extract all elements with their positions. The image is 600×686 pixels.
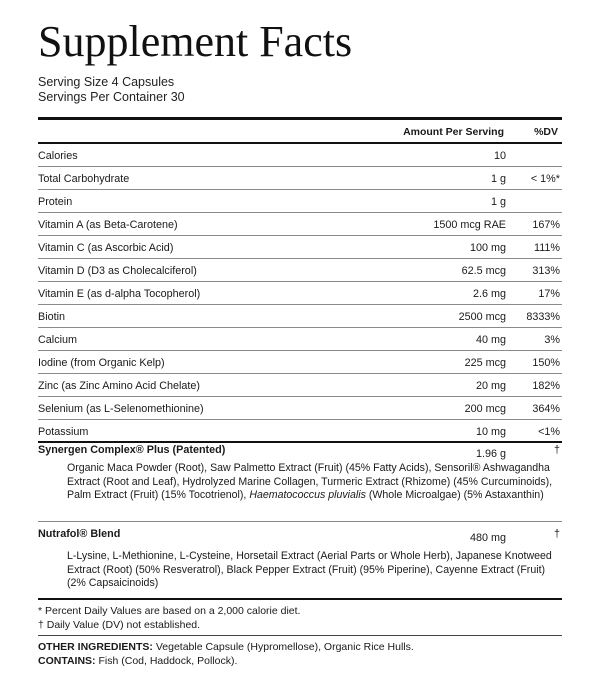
table-bottom-rule — [38, 441, 562, 443]
nutrient-name: Zinc (as Zinc Amino Acid Chelate) — [38, 380, 201, 392]
top-thick-rule — [38, 117, 562, 120]
nutrient-amount: 62.5 mcg — [461, 265, 506, 277]
page-title: Supplement Facts — [38, 17, 353, 66]
contains-allergens: CONTAINS: Fish (Cod, Haddock, Pollock). — [38, 654, 238, 667]
nutrient-name: Vitamin D (D3 as Cholecalciferol) — [38, 265, 197, 277]
blend-dv: † — [553, 444, 560, 456]
nutrient-dv: 364% — [532, 403, 560, 415]
nutrient-amount: 40 mg — [475, 334, 506, 346]
nutrient-amount: 1500 mcg RAE — [433, 219, 506, 231]
nutrient-amount: 225 mcg — [464, 357, 506, 369]
nutrient-row — [38, 259, 562, 282]
nutrient-row — [38, 190, 562, 213]
nutrient-dv: < 1%* — [530, 173, 560, 185]
nutrient-amount: 100 mg — [469, 242, 506, 254]
footnote-dagger: † Daily Value (DV) not established. — [38, 618, 201, 631]
nutrient-row — [38, 397, 562, 420]
nutrient-dv: 313% — [532, 265, 560, 277]
dv-header: %DV — [534, 126, 558, 138]
blend-ingredients: L-Lysine, L-Methionine, L-Cysteine, Horsetail Extract (Aerial Parts or Whole Herb), Japanese Knotweed Extract (Root) (50% Resveratrol), Black Pepper Extract (Fruit) (95% Piperine), Cayenne Extract (Fruit) (2% Capsaicinoids) — [67, 550, 552, 590]
nutrient-dv: 111% — [533, 242, 560, 254]
nutrient-name: Calories — [38, 150, 78, 162]
nutrient-name: Vitamin A (as Beta-Carotene) — [38, 219, 178, 231]
nutrient-dv: 167% — [532, 219, 560, 231]
nutrient-amount: 2500 mcg — [458, 311, 506, 323]
nutrient-name: Selenium (as L-Selenomethionine) — [38, 403, 204, 415]
nutrient-row — [38, 374, 562, 397]
nutrient-name: Protein — [38, 196, 73, 208]
blend-name: Nutrafol® Blend — [38, 528, 121, 540]
nutrient-dv: 150% — [532, 357, 560, 369]
table-header — [38, 126, 562, 142]
other-ingredients: OTHER INGREDIENTS: Vegetable Capsule (Hypromellose), Organic Rice Hulls. — [38, 641, 414, 653]
nutrient-dv: 17% — [538, 288, 560, 300]
nutrient-amount: 20 mg — [475, 380, 506, 392]
servings-per-container: Servings Per Container 30 — [38, 90, 185, 104]
serving-size: Serving Size 4 Capsules — [38, 75, 175, 89]
nutrient-dv: 182% — [532, 380, 560, 392]
amount-header: Amount Per Serving — [403, 126, 504, 138]
nutrient-name: Potassium — [38, 426, 89, 438]
nutrient-name: Calcium — [38, 334, 77, 346]
serving-info — [38, 75, 185, 105]
nutrient-amount: 1 g — [490, 196, 506, 208]
nutrient-name: Vitamin E (as d-alpha Tocopherol) — [38, 288, 201, 300]
blend-divider — [38, 521, 562, 522]
nutrient-row — [38, 282, 562, 305]
nutrient-row — [38, 351, 562, 374]
blend-name: Synergen Complex® Plus (Patented) — [38, 444, 226, 456]
nutrient-name: Vitamin C (as Ascorbic Acid) — [38, 242, 174, 254]
bottom-rule — [38, 598, 562, 600]
footnote-rule — [38, 635, 562, 636]
nutrient-row — [38, 305, 562, 328]
nutrient-amount: 10 mg — [475, 426, 506, 438]
nutrient-dv: <1% — [538, 426, 560, 438]
nutrient-row — [38, 328, 562, 351]
blend-dv: † — [553, 528, 560, 540]
nutrient-name: Biotin — [38, 311, 66, 323]
nutrient-dv: 3% — [544, 334, 560, 346]
nutrient-row — [38, 213, 562, 236]
nutrient-name: Total Carbohydrate — [38, 173, 130, 185]
nutrient-amount: 2.6 mg — [472, 288, 506, 300]
nutrient-row — [38, 167, 562, 190]
nutrient-dv: 8333% — [526, 311, 560, 323]
nutrient-name: Iodine (from Organic Kelp) — [38, 357, 165, 369]
footnote-dv: * Percent Daily Values are based on a 2,000 calorie diet. — [38, 605, 301, 617]
nutrient-amount: 10 — [493, 150, 506, 162]
blend-amount: 480 mg — [469, 532, 506, 544]
nutrient-amount: 200 mcg — [464, 403, 506, 415]
blend-ingredients: Organic Maca Powder (Root), Saw Palmetto Extract (Fruit) (45% Fatty Acids), Sensoril® Ashwagandha Extract (Root and Leaf), Hydrolyzed Marine Collagen, Turmeric Extract (Rhizome) (45% Curcuminoids), Palm Extract (Fruit) (15% Tocotrienol), Haematococcus pluvialis (Whole Microalgae) (5% Astaxanthin) — [67, 462, 553, 502]
nutrient-row — [38, 236, 562, 259]
other-info — [38, 641, 414, 668]
nutrient-row — [38, 144, 562, 167]
nutrient-amount: 1 g — [490, 173, 506, 185]
blend-amount: 1.96 g — [475, 448, 506, 460]
nutrient-row — [38, 420, 562, 443]
footnotes — [38, 605, 300, 632]
